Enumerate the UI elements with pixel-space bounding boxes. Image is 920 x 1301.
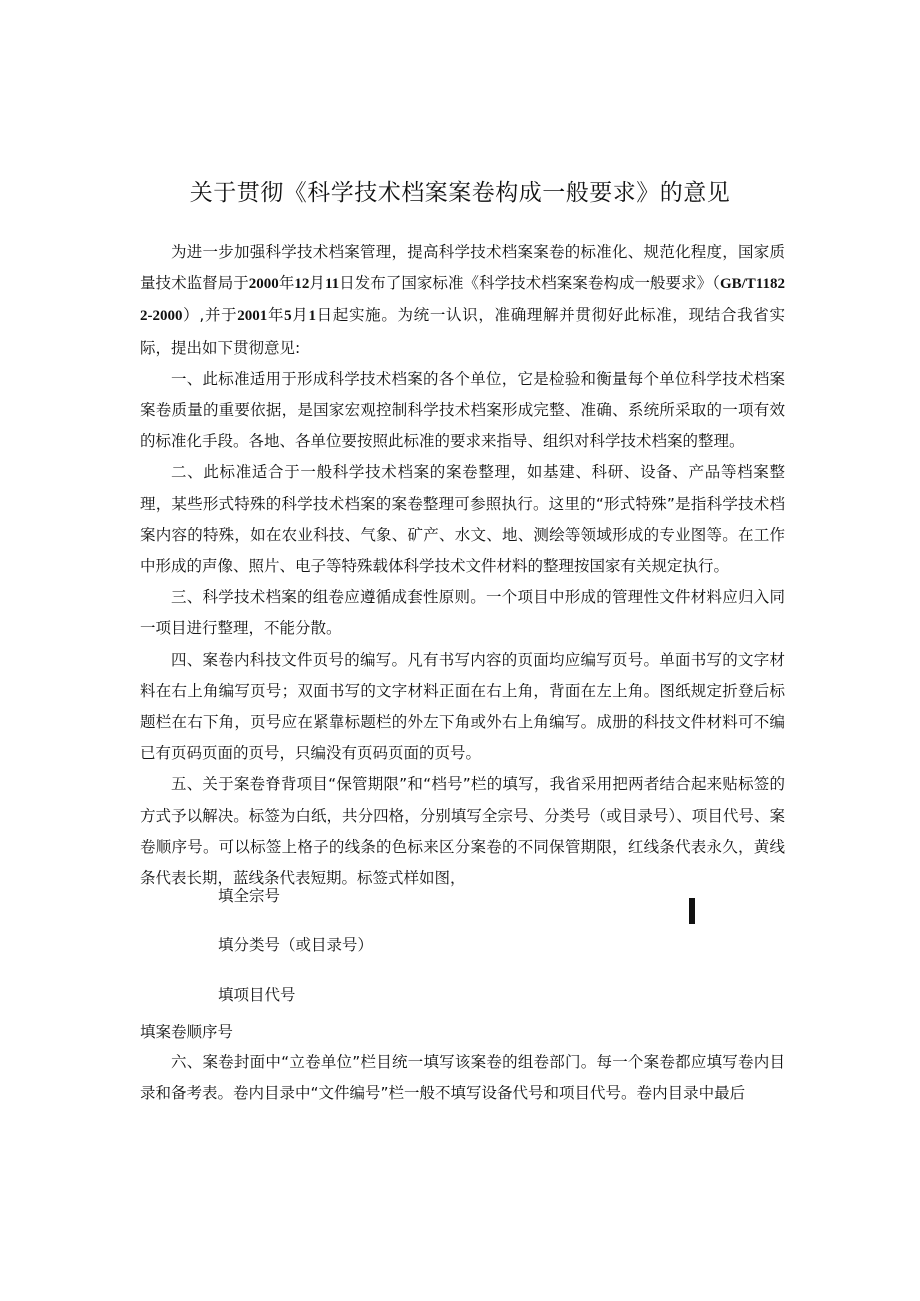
intro-text-d: 日发布了国家标准《科学技术档案案卷构成一般要求》（	[339, 274, 720, 293]
paragraph-6: 六、案卷封面中“立卷单位”栏目统一填写该案卷的组卷部门。每一个案卷都应填写卷内目录和备考表。卷内目录中“文件编号”栏一般不填写设备代号和项目代号。卷内目录中最后	[140, 1053, 785, 1103]
intro-day-1: 1	[308, 308, 316, 325]
intro-year-2001: 2001	[237, 308, 268, 325]
paragraph-5: 五、关于案卷脊背项目“保管期限”和“档号”栏的填写，我省采用把两者结合起来贴标签的方式予以解决。标签为白纸，共分四格，分别填写全宗号、分类号（或目录号）、项目代号、案卷顺序号。可以标签上格子的线条的色标来区分案卷的不同保管期限，红线条代表永久，黄线条代表长期，蓝线条代表短期。标签式样如图，	[140, 775, 785, 888]
label-marker-bar	[689, 898, 695, 924]
intro-paragraph	[140, 237, 785, 364]
document-body	[140, 237, 785, 894]
intro-text-a: 为进一步加强科学技术档案管理，提高科学技术档案案卷的标准化、规范化程度，国家质量技术监督局于	[140, 243, 785, 293]
intro-day-11: 11	[324, 276, 340, 293]
label-row-file-sequence: 填案卷顺序号	[140, 1023, 234, 1041]
paragraph-2: 二、此标准适合于一般科学技术档案的案卷整理，如基建、科研、设备、产品等档案整理，某些形式特殊的科学技术档案的案卷整理可参照执行。这里的“形式特殊”是指科学技术档案内容的特殊，如在农业科技、气象、矿产、水文、地、测绘等领域形成的专业图等。在工作中形成的声像、照片、电子等特殊载体科学技术文件材料的整理按国家有关规定执行。	[140, 463, 785, 576]
label-row-project-code: 填项目代号	[218, 986, 296, 1004]
label-row-fonds-number: 填全宗号	[218, 887, 281, 905]
intro-text-g: 月	[291, 306, 309, 325]
paragraph-1: 一、此标准适用于形成科学技术档案的各个单位，它是检验和衡量每个单位科学技术档案案卷质量的重要依据，是国家宏观控制科学技术档案形成完整、准确、系统所采取的一项有效的标准化手段。各地、各单位要按照此标准的要求来指导、组织对科学技术档案的整理。	[140, 369, 785, 451]
intro-text-f: 年	[267, 306, 285, 325]
paragraph-3: 三、科学技术档案的组卷应遵循成套性原则。一个项目中形成的管理性文件材料应归入同一项目进行整理，不能分散。	[140, 588, 785, 638]
intro-text-b: 年	[278, 274, 295, 293]
document-title: 关于贯彻《科学技术档案案卷构成一般要求》的意见	[189, 180, 731, 206]
intro-text-e: ）,并于	[182, 306, 238, 325]
intro-text-c: 月	[309, 274, 325, 293]
intro-standard-code: GB/T11822-2000	[140, 276, 785, 325]
document-body-continued	[140, 1047, 785, 1109]
intro-month-12: 12	[294, 276, 310, 293]
paragraph-4: 四、案卷内科技文件页号的编写。凡有书写内容的页面均应编写页号。单面书写的文字材料在右上角编写页号；双面书写的文字材料正面在右上角，背面在左上角。图纸规定折登后标题栏在右下角，页号应在紧靠标题栏的外左下角或外右上角编写。成册的科技文件材料可不编已有页码页面的页号，只编没有页码页面的页号。	[140, 650, 785, 763]
intro-year-2000: 2000	[248, 276, 279, 293]
intro-month-5: 5	[284, 308, 292, 325]
intro-text-h: 日起实施。为统一认识，准确理解并贯彻好此标准，现结合我省实际，提出如下贯彻意见:	[140, 306, 785, 357]
label-row-class-number: 填分类号（或目录号）	[218, 936, 374, 954]
